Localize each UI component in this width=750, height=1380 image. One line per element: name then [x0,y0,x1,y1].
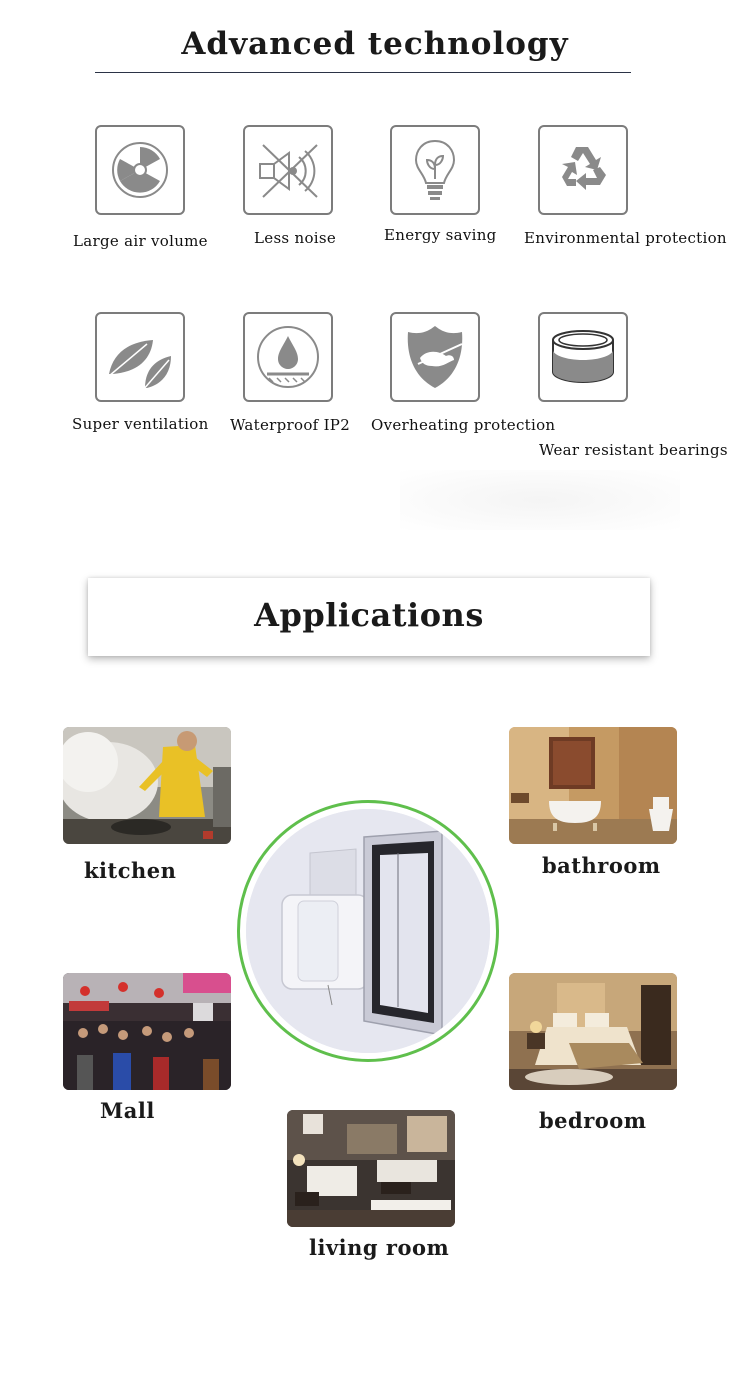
application-label-kitchen: kitchen [84,858,177,883]
section-title-applications: Applications [254,596,484,634]
bearing-icon [538,312,628,402]
recycle-icon [538,125,628,215]
feature-label-large-air-volume: Large air volume [73,232,208,250]
application-label-bedroom: bedroom [539,1108,647,1133]
bedroom-photo [509,973,677,1090]
water-drop-icon [243,312,333,402]
feature-label-waterproof: Waterproof IP2 [230,416,351,434]
feature-label-less-noise: Less noise [254,229,337,247]
shield-icon [390,312,480,402]
kitchen-photo [63,727,231,844]
muted-speaker-icon [243,125,333,215]
section-title-technology: Advanced technology [181,26,569,62]
feature-label-energy-saving: Energy saving [384,226,497,244]
feature-label-environmental-protection: Environmental protection [524,229,727,247]
living-room-photo [287,1110,455,1227]
light-bulb-icon [390,125,480,215]
feature-label-super-ventilation: Super ventilation [72,415,209,433]
title-divider [95,72,631,73]
faint-smudge [400,470,680,530]
leaves-icon [95,312,185,402]
application-label-living-room: living room [309,1235,450,1260]
application-label-mall: Mall [100,1098,155,1123]
feature-label-overheating-protection: Overheating protection [371,416,556,434]
application-label-bathroom: bathroom [542,853,661,878]
bathroom-photo [509,727,677,844]
mall-photo [63,973,231,1090]
exhaust-fan-product-image [246,809,490,1053]
feature-label-wear-resistant-bearings: Wear resistant bearings [539,441,728,459]
radiation-fan-icon [95,125,185,215]
